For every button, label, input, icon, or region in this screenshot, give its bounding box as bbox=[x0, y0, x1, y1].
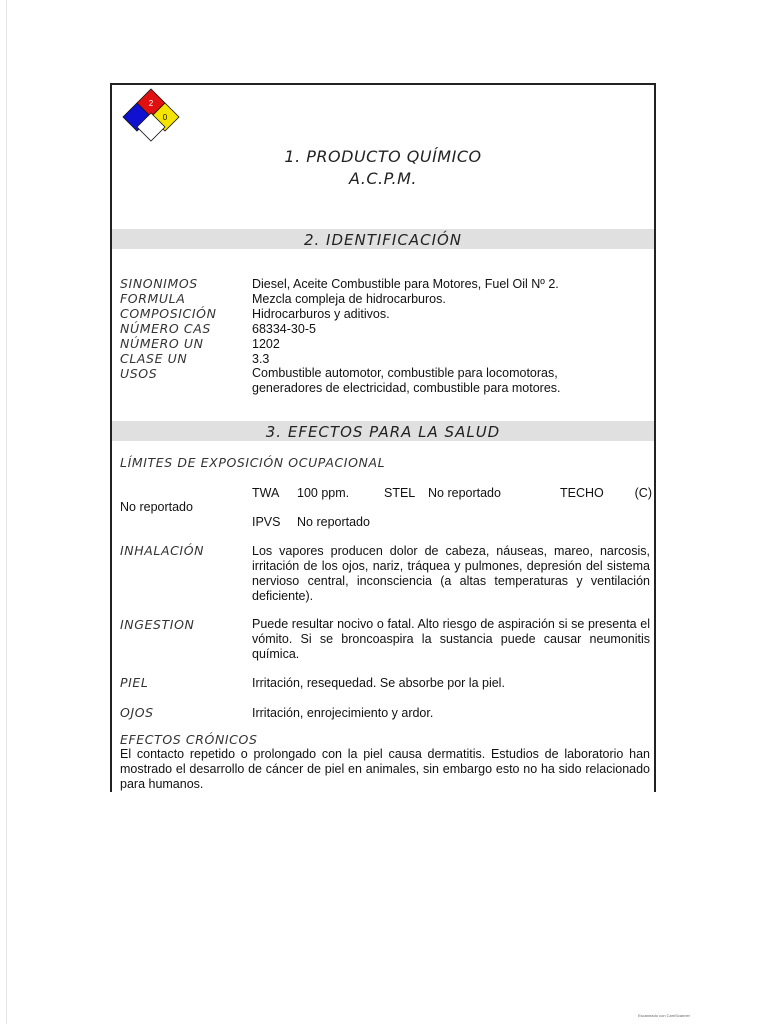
ipvs-value: No reportado bbox=[297, 515, 370, 529]
techo-value: (C) bbox=[634, 486, 652, 500]
reactivity-rating: 0 bbox=[162, 113, 168, 122]
section-2-heading: 2. IDENTIFICACIÓN bbox=[303, 231, 463, 249]
label-piel: PIEL bbox=[120, 675, 149, 690]
product-title: 1. PRODUCTO QUÍMICO bbox=[284, 147, 482, 166]
value-sinonimos: Diesel, Aceite Combustible para Motores, Fuel Oil Nº 2. bbox=[252, 277, 559, 291]
section-3-band bbox=[112, 421, 654, 441]
stel-value: No reportado bbox=[428, 486, 501, 500]
label-composicion: COMPOSICIÓN bbox=[120, 306, 217, 321]
stel-label: STEL bbox=[384, 486, 416, 500]
page-edge bbox=[6, 0, 7, 1024]
value-inhalacion: Los vapores producen dolor de cabeza, náuseas, mareo, narcosis, irritación de los ojos, nariz, tráquea y pulmones, depresión del sistema nervioso central, inconsciencia (a altas temperaturas y ventilación deficiente). bbox=[252, 544, 650, 603]
value-clase-un: 3.3 bbox=[252, 352, 270, 366]
techo-continuation: No reportado bbox=[120, 500, 193, 514]
label-usos: USOS bbox=[120, 366, 158, 381]
value-numero-cas: 68334-30-5 bbox=[252, 322, 316, 336]
ipvs-label: IPVS bbox=[252, 515, 281, 529]
label-clase-un: CLASE UN bbox=[120, 351, 188, 366]
value-piel: Irritación, resequedad. Se absorbe por la piel. bbox=[252, 676, 505, 690]
label-ingestion: INGESTION bbox=[120, 617, 195, 632]
value-efectos-cronicos: El contacto repetido o prolongado con la piel causa dermatitis. Estudios de laboratorio han mostrado el desarrollo de cáncer de piel en animales, sin embargo esto no ha sido relacionado para humanos. bbox=[120, 747, 650, 791]
nfpa-diamond-icon bbox=[120, 87, 182, 143]
product-name: A.C.P.M. bbox=[348, 169, 417, 188]
safety-data-sheet bbox=[110, 83, 656, 792]
label-ojos: OJOS bbox=[120, 705, 154, 720]
section-3-heading: 3. EFECTOS PARA LA SALUD bbox=[265, 423, 501, 441]
value-ingestion: Puede resultar nocivo o fatal. Alto riesgo de aspiración si se presenta el vómito. Si se broncoaspira la sustancia puede causar neumonitis química. bbox=[252, 617, 650, 661]
label-efectos-cronicos: EFECTOS CRÓNICOS bbox=[120, 732, 258, 747]
label-sinonimos: SINONIMOS bbox=[120, 276, 198, 291]
fire-rating: 2 bbox=[148, 99, 154, 108]
twa-label: TWA bbox=[252, 486, 280, 500]
techo-label: TECHO bbox=[560, 486, 604, 500]
value-composicion: Hidrocarburos y aditivos. bbox=[252, 307, 390, 321]
label-limites-exposicion: LÍMITES DE EXPOSICIÓN OCUPACIONAL bbox=[120, 455, 386, 470]
value-ojos: Irritación, enrojecimiento y ardor. bbox=[252, 706, 434, 720]
label-inhalacion: INHALACIÓN bbox=[120, 543, 205, 558]
section-2-band bbox=[112, 229, 654, 249]
value-numero-un: 1202 bbox=[252, 337, 280, 351]
label-formula: FORMULA bbox=[120, 291, 186, 306]
scanner-watermark: Escaneado con CamScanner bbox=[637, 1013, 690, 1018]
twa-value: 100 ppm. bbox=[297, 486, 350, 500]
label-numero-cas: NÚMERO CAS bbox=[120, 321, 211, 336]
label-numero-un: NÚMERO UN bbox=[120, 336, 204, 351]
value-formula: Mezcla compleja de hidrocarburos. bbox=[252, 292, 446, 306]
value-usos: Combustible automotor, combustible para locomotoras, generadores de electricidad, combustible para motores. bbox=[252, 366, 561, 395]
